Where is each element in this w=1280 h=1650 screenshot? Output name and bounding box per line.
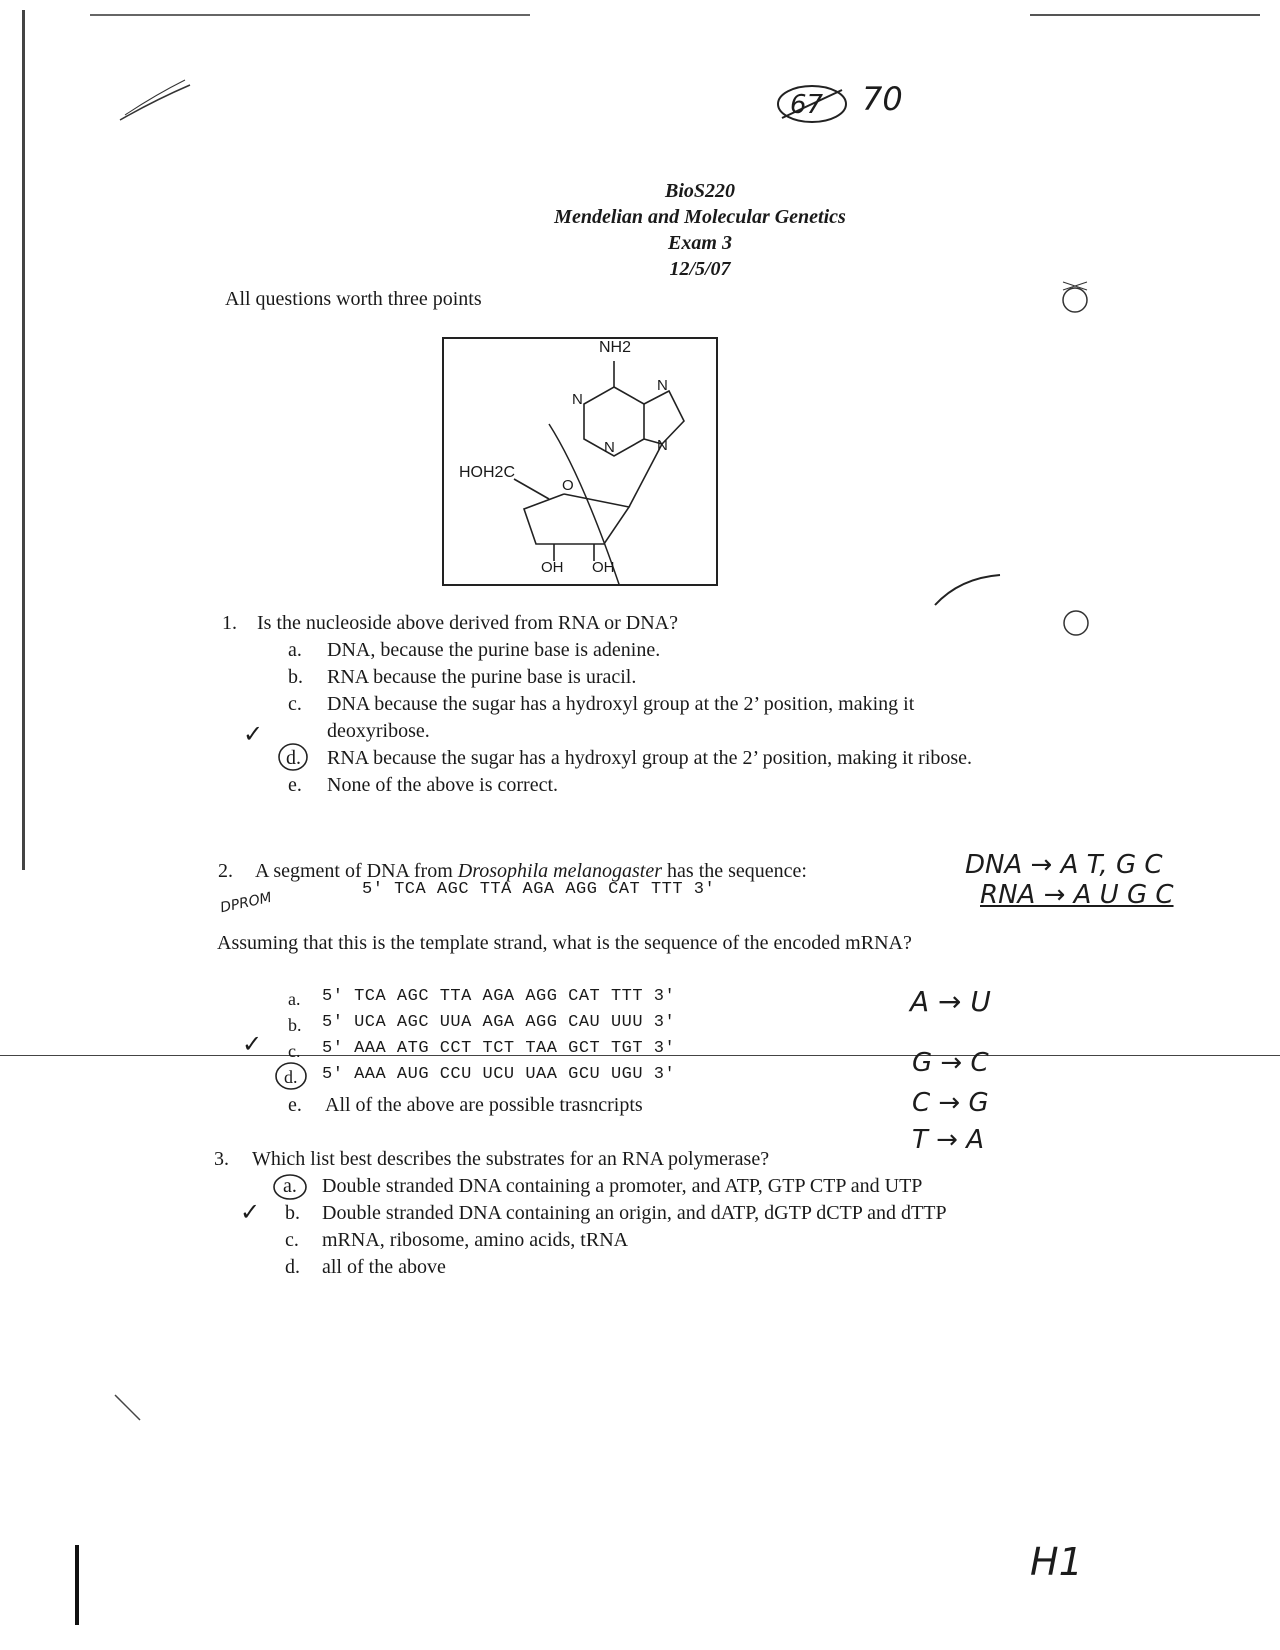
q1-option-d-text: RNA because the sugar has a hydroxyl group at the 2’ position, making it ribose. xyxy=(327,747,973,769)
pairing-rule-2: G → C xyxy=(912,1048,989,1078)
pairing-rule-3: C → G xyxy=(912,1088,989,1118)
q3-check-mark: ✓ xyxy=(240,1198,261,1226)
q3-text: Which list best describes the substrates for an RNA polymerase? xyxy=(252,1148,770,1170)
q2-option-a-text: 5′ TCA AGC TTA AGA AGG CAT TTT 3′ xyxy=(322,987,676,1006)
q1-option-b-text: RNA because the purine base is uracil. xyxy=(327,666,637,688)
label-oh1: OH xyxy=(541,559,564,576)
dna-bases-note: DNA → A T, G C xyxy=(965,850,1163,880)
label-oh2: OH xyxy=(592,559,615,576)
q2-option-b-letter: b. xyxy=(288,1015,302,1035)
q1-number: 1. xyxy=(222,612,237,634)
q2-number: 2. xyxy=(218,860,233,882)
q1-option-d-letter: d. xyxy=(286,747,301,769)
q2-option-d-letter: d. xyxy=(284,1067,298,1087)
q1-option-a-text: DNA, because the purine base is adenine. xyxy=(327,639,661,661)
pairing-rule-1: A → U xyxy=(910,985,991,1018)
label-o: O xyxy=(562,477,574,494)
q3-option-d-text: all of the above xyxy=(322,1256,446,1278)
q1-check-mark: ✓ xyxy=(243,720,264,748)
q3-option-b-letter: b. xyxy=(285,1202,300,1224)
q2-option-c-letter: c. xyxy=(288,1041,301,1061)
q3-option-a-text: Double stranded DNA containing a promoter, and ATP, GTP CTP and UTP xyxy=(322,1175,923,1197)
score-circled: 67 xyxy=(790,90,824,120)
exam-header xyxy=(0,178,1280,282)
scan-top-right-line xyxy=(1030,14,1260,16)
q2-species: Drosophila melanogaster xyxy=(457,860,663,882)
q1-option-c-letter: c. xyxy=(288,693,302,715)
label-hoh2c: HOH2C xyxy=(459,464,516,481)
scan-left-border xyxy=(22,10,25,870)
stray-circle-top-right xyxy=(1055,270,1095,320)
label-n3: N xyxy=(604,439,615,456)
structure-drawing xyxy=(444,339,716,584)
q2-option-c-text: 5′ AAA ATG CCT TCT TAA GCT TGT 3′ xyxy=(322,1039,676,1058)
q3-number: 3. xyxy=(214,1148,229,1170)
q1-option-c-text-cont: deoxyribose. xyxy=(327,720,430,742)
score: 70 xyxy=(862,80,903,118)
q2-text-post: has the sequence: xyxy=(662,860,807,882)
q3-option-c-letter: c. xyxy=(285,1229,299,1251)
pen-stroke-mark xyxy=(930,570,1010,610)
label-nh2: NH2 xyxy=(599,339,632,356)
label-n4: N xyxy=(657,437,668,454)
q2-option-e-letter: e. xyxy=(288,1094,302,1116)
q1-option-e-letter: e. xyxy=(288,774,302,796)
q1-option-b-letter: b. xyxy=(288,666,303,688)
side-note: DPROM xyxy=(218,889,274,917)
q2-option-d-text: 5′ AAA AUG CCU UCU UAA GCU UGU 3′ xyxy=(322,1065,676,1084)
q1-option-e-text: None of the above is correct. xyxy=(327,774,559,796)
nucleoside-structure xyxy=(442,337,718,586)
q2-prompt: Assuming that this is the template strand, what is the sequence of the encoded mRNA? xyxy=(217,932,912,954)
scan-top-line xyxy=(90,14,530,16)
exam-date: 12/5/07 xyxy=(669,258,731,280)
q3-option-a-letter: a. xyxy=(283,1175,297,1197)
q2-text-pre: A segment of DNA from xyxy=(255,860,458,882)
q1-option-a-letter: a. xyxy=(288,639,302,661)
q3-option-c-text: mRNA, ribosome, amino acids, tRNA xyxy=(322,1229,629,1251)
exam-name: Exam 3 xyxy=(668,232,732,254)
intro-text: All questions worth three points xyxy=(225,288,482,310)
stray-mark-top-left xyxy=(115,70,195,130)
stray-circle-right xyxy=(1058,605,1094,641)
q3-option-b-text: Double stranded DNA containing an origin, and dATP, dGTP dCTP and dTTP xyxy=(322,1202,947,1224)
course-code: BioS220 xyxy=(664,180,736,202)
stray-mark-bottom-left xyxy=(110,1390,150,1430)
scan-bottom-mark xyxy=(75,1545,79,1625)
q1-text: Is the nucleoside above derived from RNA or DNA? xyxy=(257,612,678,634)
pairing-rule-4: T → A xyxy=(912,1125,984,1155)
q3-option-d-letter: d. xyxy=(285,1256,300,1278)
q2-sequence: 5′ TCA AGC TTA AGA AGG CAT TTT 3′ xyxy=(362,880,716,899)
label-n2: N xyxy=(657,377,668,394)
q1-option-c-text: DNA because the sugar has a hydroxyl group at the 2’ position, making it xyxy=(327,693,915,715)
q2-option-e-text: All of the above are possible trasncripts xyxy=(325,1094,643,1116)
corner-note: H1 xyxy=(1030,1540,1083,1584)
q2-option-a-letter: a. xyxy=(288,989,301,1009)
course-title: Mendelian and Molecular Genetics xyxy=(554,206,846,228)
label-n1: N xyxy=(572,391,583,408)
rna-bases-note: RNA → A U G C xyxy=(980,880,1174,910)
q2-check-mark: ✓ xyxy=(242,1030,263,1058)
q2-option-b-text: 5′ UCA AGC UUA AGA AGG CAU UUU 3′ xyxy=(322,1013,676,1032)
